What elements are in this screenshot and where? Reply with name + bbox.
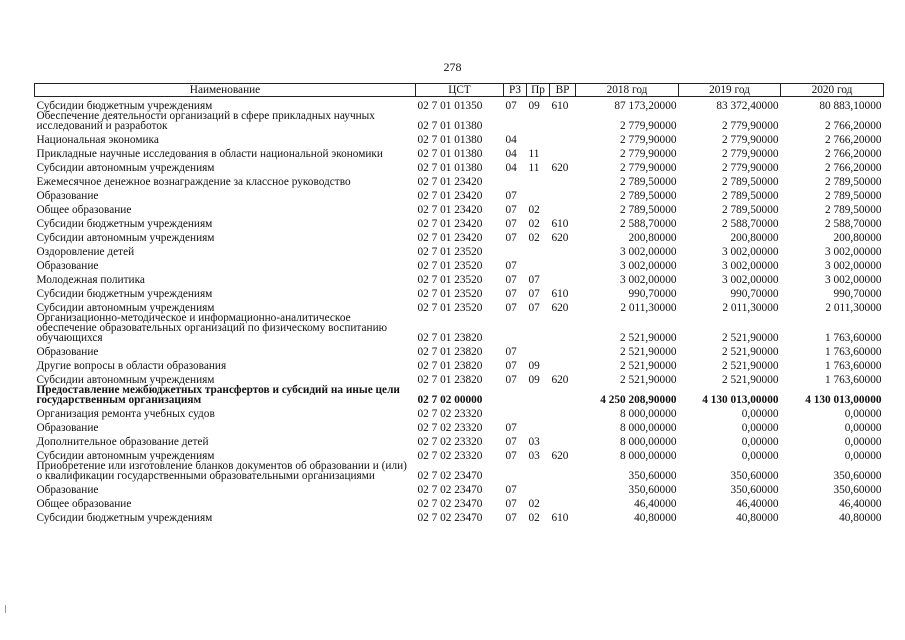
cell-pr: 02	[528, 498, 540, 510]
cell-rz: 04	[505, 148, 517, 160]
cell-cst: 02 7 01 23820	[417, 332, 483, 344]
cell-2018: 2 779,90000	[620, 120, 677, 132]
cell-cst: 02 7 01 23420	[417, 176, 483, 188]
cell-rz: 07	[505, 360, 517, 372]
cell-vr	[550, 495, 576, 509]
cell-name: Образование	[36, 484, 99, 496]
cell-vr	[550, 243, 576, 257]
cell-name: Оздоровление детей	[36, 246, 135, 258]
cell-2018: 2 779,90000	[620, 162, 677, 174]
cell-cst: 02 7 01 23520	[417, 302, 483, 314]
cell-rz: 07	[505, 190, 517, 202]
cell-name: Субсидии бюджетным учреждениям	[36, 100, 213, 112]
cell-2018: 8 000,00000	[620, 408, 677, 420]
cell-2018: 8 000,00000	[620, 436, 677, 448]
cell-vr	[550, 313, 576, 343]
table-row	[35, 131, 884, 145]
cell-cst: 02 7 01 23520	[417, 260, 483, 272]
cell-vr: 620	[551, 162, 569, 174]
cell-2020: 350,60000	[833, 484, 882, 496]
cell-2018: 3 002,00000	[620, 274, 677, 286]
cell-cst: 02 7 01 23420	[417, 204, 483, 216]
cell-2020: 46,40000	[839, 498, 882, 510]
cell-cst: 02 7 01 23820	[417, 374, 483, 386]
cell-2020: 3 002,00000	[825, 246, 882, 258]
cell-2019: 0,00000	[741, 450, 779, 462]
cell-rz: 07	[505, 512, 517, 524]
cell-name: Ежемесячное денежное вознаграждение за классное руководство	[36, 176, 351, 188]
cell-2019: 2 789,50000	[722, 176, 779, 188]
table-row	[35, 385, 884, 405]
cell-2020: 3 002,00000	[825, 260, 882, 272]
header-rz: РЗ	[504, 84, 527, 97]
cell-name: Субсидии автономным учреждениям	[36, 450, 215, 462]
table-row	[35, 495, 884, 509]
header-cst: ЦСТ	[416, 84, 504, 97]
cell-pr: 02	[528, 204, 540, 216]
cell-2020: 2 766,20000	[825, 120, 882, 132]
cell-vr	[550, 357, 576, 371]
cell-2019: 350,60000	[730, 484, 779, 496]
cell-vr	[550, 419, 576, 433]
cell-vr	[550, 385, 576, 405]
cell-cst: 02 7 01 01380	[417, 148, 483, 160]
cell-vr: 620	[551, 374, 569, 386]
cell-vr	[550, 481, 576, 495]
cell-pr	[527, 257, 550, 271]
cell-rz: 07	[505, 346, 517, 358]
cell-2018: 3 002,00000	[620, 260, 677, 272]
cell-rz: 07	[505, 422, 517, 434]
header-2018: 2018 год	[576, 84, 679, 97]
cell-2020: 0,00000	[844, 436, 882, 448]
cell-vr	[550, 201, 576, 215]
cell-rz	[504, 173, 527, 187]
cell-2019: 2 779,90000	[722, 134, 779, 146]
cell-rz: 07	[505, 302, 517, 314]
cell-2020: 2 011,30000	[825, 302, 882, 314]
cell-cst: 02 7 02 23470	[417, 498, 483, 510]
cell-vr	[550, 257, 576, 271]
cell-vr: 610	[551, 512, 569, 524]
cell-pr: 02	[528, 512, 540, 524]
cell-pr	[527, 419, 550, 433]
cell-name: Организация ремонта учебных судов	[36, 408, 215, 420]
cell-2018: 46,40000	[634, 498, 677, 510]
cell-pr: 03	[528, 450, 540, 462]
cell-2019: 200,80000	[730, 232, 779, 244]
cell-pr: 09	[528, 360, 540, 372]
cell-2018: 2 779,90000	[620, 148, 677, 160]
header-pr: Пр	[527, 84, 550, 97]
cell-name: Субсидии автономным учреждениям	[36, 162, 215, 174]
cell-rz: 04	[505, 134, 517, 146]
scan-edge-mark	[5, 605, 6, 613]
cell-vr: 620	[551, 302, 569, 314]
table-body	[35, 97, 884, 524]
cell-rz: 07	[505, 232, 517, 244]
header-2020: 2020 год	[781, 84, 884, 97]
cell-cst: 02 7 01 23520	[417, 246, 483, 258]
table-row	[35, 313, 884, 343]
cell-2018: 200,80000	[628, 232, 677, 244]
cell-rz: 07	[505, 450, 517, 462]
cell-pr: 11	[528, 148, 540, 160]
cell-rz	[504, 313, 527, 343]
cell-2018: 2 789,50000	[620, 190, 677, 202]
cell-2020: 4 130 013,00000	[805, 394, 882, 406]
cell-2020: 2 789,50000	[825, 176, 882, 188]
table-row	[35, 243, 884, 257]
cell-2019: 2 779,90000	[722, 162, 779, 174]
cell-pr	[527, 111, 550, 131]
cell-name: Субсидии бюджетным учреждениям	[36, 218, 213, 230]
cell-name: Организационно-методическое и информационно-аналитическое обеспечение образовательных организаций по физическому воспитанию обучающихся	[36, 312, 388, 344]
cell-cst: 02 7 01 01380	[417, 134, 483, 146]
cell-cst: 02 7 01 23420	[417, 232, 483, 244]
cell-2018: 2 789,50000	[620, 176, 677, 188]
cell-vr	[550, 131, 576, 145]
cell-name: Образование	[36, 346, 99, 358]
cell-pr: 03	[528, 436, 540, 448]
cell-2019: 350,60000	[730, 470, 779, 482]
cell-cst: 02 7 01 23820	[417, 360, 483, 372]
cell-2019: 4 130 013,00000	[702, 394, 779, 406]
cell-2018: 2 521,90000	[620, 374, 677, 386]
header-2019: 2019 год	[679, 84, 781, 97]
table-row	[35, 357, 884, 371]
cell-cst: 02 7 01 23820	[417, 346, 483, 358]
cell-name: Предоставление межбюджетных трансфертов и субсидий на иные цели государственным организациям	[36, 384, 400, 406]
cell-2019: 40,80000	[736, 512, 779, 524]
cell-2019: 46,40000	[736, 498, 779, 510]
table-row	[35, 145, 884, 159]
cell-name: Общее образование	[36, 498, 132, 510]
cell-2019: 0,00000	[741, 408, 779, 420]
cell-name: Субсидии бюджетным учреждениям	[36, 288, 213, 300]
table-row	[35, 405, 884, 419]
cell-2020: 40,80000	[839, 512, 882, 524]
cell-2019: 2 521,90000	[722, 332, 779, 344]
cell-vr	[550, 461, 576, 481]
cell-rz: 07	[505, 274, 517, 286]
cell-2020: 0,00000	[844, 422, 882, 434]
page-number: 278	[443, 60, 462, 74]
cell-cst: 02 7 02 23470	[417, 484, 483, 496]
cell-2018: 350,60000	[628, 470, 677, 482]
cell-name: Другие вопросы в области образования	[36, 360, 227, 372]
cell-rz: 07	[505, 436, 517, 448]
cell-2019: 2 588,70000	[722, 218, 779, 230]
cell-cst: 02 7 02 23470	[417, 512, 483, 524]
cell-rz	[504, 405, 527, 419]
cell-2020: 1 763,60000	[825, 346, 882, 358]
cell-pr: 09	[528, 374, 540, 386]
cell-vr	[550, 343, 576, 357]
cell-rz: 07	[505, 204, 517, 216]
cell-name: Образование	[36, 260, 99, 272]
cell-2020: 1 763,60000	[825, 332, 882, 344]
cell-pr: 07	[528, 274, 540, 286]
cell-name: Молодежная политика	[36, 274, 145, 286]
cell-2018: 2 779,90000	[620, 134, 677, 146]
cell-cst: 02 7 01 01380	[417, 120, 483, 132]
cell-name: Субсидии автономным учреждениям	[36, 302, 215, 314]
cell-vr	[550, 173, 576, 187]
cell-cst: 02 7 02 23320	[417, 436, 483, 448]
cell-cst: 02 7 02 00000	[417, 394, 483, 406]
header-vr: ВР	[550, 84, 576, 97]
cell-name: Субсидии бюджетным учреждениям	[36, 512, 213, 524]
cell-vr	[550, 271, 576, 285]
cell-2018: 3 002,00000	[620, 246, 677, 258]
cell-pr	[527, 405, 550, 419]
cell-pr	[527, 131, 550, 145]
cell-vr	[550, 433, 576, 447]
table-row	[35, 285, 884, 299]
cell-pr	[527, 461, 550, 481]
cell-2018: 2 588,70000	[620, 218, 677, 230]
cell-2018: 87 173,20000	[614, 100, 677, 112]
cell-name: Приобретение или изготовление бланков документов об образовании и (или) о квалификации государственными образовательными организациями	[36, 460, 407, 482]
table-row	[35, 173, 884, 187]
cell-2020: 80 883,10000	[819, 100, 882, 112]
cell-2019: 3 002,00000	[722, 260, 779, 272]
cell-pr: 07	[528, 288, 540, 300]
cell-2020: 200,80000	[833, 232, 882, 244]
cell-cst: 02 7 01 23520	[417, 288, 483, 300]
cell-pr	[527, 313, 550, 343]
budget-table	[34, 83, 884, 523]
cell-name: Субсидии автономным учреждениям	[36, 374, 215, 386]
cell-pr	[527, 187, 550, 201]
cell-rz	[504, 111, 527, 131]
cell-2019: 2 789,50000	[722, 204, 779, 216]
cell-name: Образование	[36, 190, 99, 202]
cell-2019: 2 521,90000	[722, 346, 779, 358]
cell-pr	[527, 243, 550, 257]
cell-rz	[504, 385, 527, 405]
cell-2020: 0,00000	[844, 450, 882, 462]
cell-2018: 2 011,30000	[620, 302, 677, 314]
cell-vr	[550, 111, 576, 131]
cell-pr: 02	[528, 232, 540, 244]
cell-name: Обеспечение деятельности организаций в сфере прикладных научных исследований и разработок	[36, 110, 375, 132]
cell-2020: 2 766,20000	[825, 162, 882, 174]
cell-rz: 07	[505, 100, 517, 112]
cell-pr: 11	[528, 162, 540, 174]
table-row	[35, 299, 884, 313]
table-row	[35, 371, 884, 385]
cell-2019: 0,00000	[741, 422, 779, 434]
cell-name: Национальная экономика	[36, 134, 159, 146]
cell-name: Субсидии автономным учреждениям	[36, 232, 215, 244]
cell-vr: 610	[551, 288, 569, 300]
table-row	[35, 433, 884, 447]
cell-2018: 2 521,90000	[620, 346, 677, 358]
cell-2020: 2 789,50000	[825, 204, 882, 216]
cell-pr: 07	[528, 302, 540, 314]
cell-2020: 1 763,60000	[825, 374, 882, 386]
table-row	[35, 343, 884, 357]
table-row	[35, 201, 884, 215]
cell-name: Дополнительное образование детей	[36, 436, 209, 448]
cell-2019: 2 779,90000	[722, 148, 779, 160]
table-row	[35, 481, 884, 495]
table-row	[35, 215, 884, 229]
cell-rz: 04	[505, 162, 517, 174]
cell-2018: 4 250 208,90000	[600, 394, 677, 406]
table-row	[35, 187, 884, 201]
cell-vr	[550, 405, 576, 419]
cell-vr: 620	[551, 450, 569, 462]
cell-cst: 02 7 01 01350	[417, 100, 483, 112]
table-row	[35, 229, 884, 243]
cell-cst: 02 7 02 23470	[417, 470, 483, 482]
cell-vr	[550, 145, 576, 159]
cell-2018: 2 521,90000	[620, 332, 677, 344]
cell-pr	[527, 173, 550, 187]
cell-2019: 990,70000	[730, 288, 779, 300]
table-row	[35, 509, 884, 523]
cell-pr	[527, 385, 550, 405]
cell-cst: 02 7 02 23320	[417, 450, 483, 462]
table-row	[35, 271, 884, 285]
cell-2020: 2 766,20000	[825, 134, 882, 146]
cell-2019: 0,00000	[741, 436, 779, 448]
table-row	[35, 257, 884, 271]
cell-2020: 2 789,50000	[825, 190, 882, 202]
cell-name: Прикладные научные исследования в области национальной экономики	[36, 148, 383, 160]
cell-2019: 3 002,00000	[722, 274, 779, 286]
cell-cst: 02 7 01 23420	[417, 218, 483, 230]
cell-rz: 07	[505, 288, 517, 300]
cell-2018: 2 521,90000	[620, 360, 677, 372]
cell-2019: 3 002,00000	[722, 246, 779, 258]
cell-pr	[527, 343, 550, 357]
cell-rz: 07	[505, 260, 517, 272]
cell-2018: 990,70000	[628, 288, 677, 300]
cell-rz: 07	[505, 484, 517, 496]
cell-name: Общее образование	[36, 204, 132, 216]
table-row	[35, 461, 884, 481]
cell-pr: 02	[528, 218, 540, 230]
cell-2020: 2 766,20000	[825, 148, 882, 160]
cell-2019: 2 789,50000	[722, 190, 779, 202]
cell-2018: 2 789,50000	[620, 204, 677, 216]
table-row	[35, 419, 884, 433]
cell-rz: 07	[505, 498, 517, 510]
table-header-row	[35, 84, 884, 97]
cell-2018: 350,60000	[628, 484, 677, 496]
cell-2020: 0,00000	[844, 408, 882, 420]
cell-vr: 610	[551, 218, 569, 230]
cell-cst: 02 7 01 23420	[417, 190, 483, 202]
cell-2020: 1 763,60000	[825, 360, 882, 372]
cell-cst: 02 7 02 23320	[417, 422, 483, 434]
table-row	[35, 97, 884, 112]
cell-cst: 02 7 01 01380	[417, 162, 483, 174]
cell-2020: 3 002,00000	[825, 274, 882, 286]
cell-2019: 2 521,90000	[722, 374, 779, 386]
cell-2019: 2 779,90000	[722, 120, 779, 132]
cell-vr	[550, 187, 576, 201]
cell-vr: 610	[551, 100, 569, 112]
table-row	[35, 111, 884, 131]
cell-2020: 990,70000	[833, 288, 882, 300]
cell-name: Образование	[36, 422, 99, 434]
cell-2020: 2 588,70000	[825, 218, 882, 230]
cell-2020: 350,60000	[833, 470, 882, 482]
cell-pr: 09	[528, 100, 540, 112]
cell-rz	[504, 243, 527, 257]
cell-2018: 40,80000	[634, 512, 677, 524]
table-row	[35, 447, 884, 461]
table-row	[35, 159, 884, 173]
cell-cst: 02 7 02 23320	[417, 408, 483, 420]
cell-rz: 07	[505, 218, 517, 230]
cell-2019: 2 011,30000	[722, 302, 779, 314]
cell-2018: 8 000,00000	[620, 450, 677, 462]
cell-2019: 2 521,90000	[722, 360, 779, 372]
cell-2019: 83 372,40000	[716, 100, 779, 112]
cell-vr: 620	[551, 232, 569, 244]
cell-rz: 07	[505, 374, 517, 386]
cell-pr	[527, 481, 550, 495]
cell-cst: 02 7 01 23520	[417, 274, 483, 286]
header-name: Наименование	[35, 84, 416, 97]
cell-2018: 8 000,00000	[620, 422, 677, 434]
cell-rz	[504, 461, 527, 481]
